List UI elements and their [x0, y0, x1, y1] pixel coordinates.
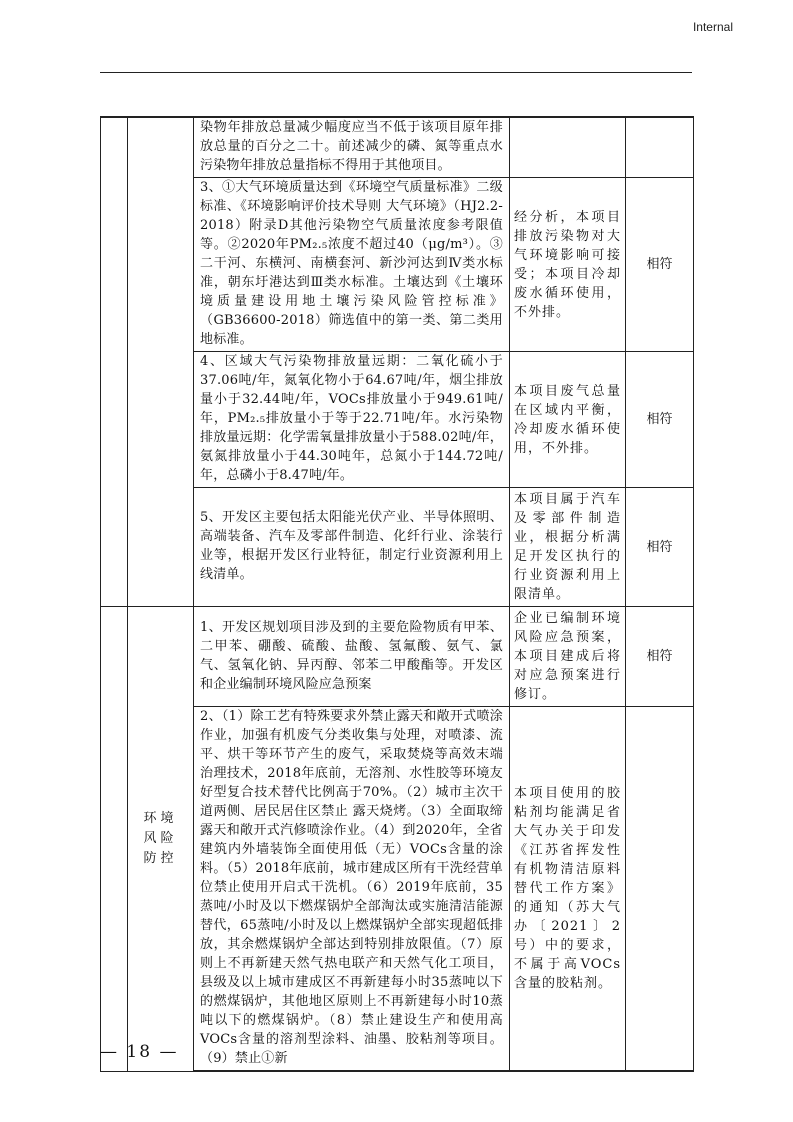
table-row — [101, 607, 694, 707]
result-cell — [626, 117, 694, 178]
table-row — [101, 117, 694, 178]
analysis-cell: 企业已编制环境风险应急预案，本项目建成后将对应急预案进行修订。 — [510, 607, 626, 707]
header-label: Internal — [692, 20, 733, 34]
requirement-cell: 5、开发区主要包括太阳能光伏产业、半导体照明、高端装备、汽车及零部件制造、化纤行业、涂装行业等，根据开发区行业特征，制定行业资源利用上线清单。 — [194, 488, 510, 607]
requirement-cell: 4、区域大气污染物排放量远期：二氧化硫小于37.06吨/年，氮氧化物小于64.67吨/年，烟尘排放量小于32.44吨/年，VOCs排放量小于949.61吨/年，PM₂.₅排放量小于等于22.71吨/年。水污染物排放量远期：化学需氧量排放量小于588.02吨/年，氨氮排放量小于44.30吨年，总氮小于144.72吨/年，总磷小于8.47吨/年。 — [194, 352, 510, 488]
requirement-cell: 1、开发区规划项目涉及到的主要危险物质有甲苯、二甲苯、硼酸、硫酸、盐酸、氢氟酸、氨气、氯气、氢氧化钠、异丙醇、邻苯二甲酸酯等。开发区和企业编制环境风险应急预案 — [194, 607, 510, 707]
analysis-cell — [510, 117, 626, 178]
analysis-cell: 经分析，本项目排放污染物对大气环境影响可接受；本项目冷却废水循环使用，不外排。 — [510, 178, 626, 352]
category-cell — [128, 117, 194, 607]
outer-category-cell — [101, 607, 128, 1072]
result-cell: 相符 — [626, 607, 694, 707]
analysis-cell: 本项目使用的胶粘剂均能满足省大气办关于印发《江苏省挥发性有机物清洁原料替代工作方案》的通知（苏大气办〔2021〕2号）中的要求，不属于高VOCs含量的胶粘剂。 — [510, 707, 626, 1072]
page-number: — 18 — — [100, 1042, 179, 1062]
analysis-cell: 本项目废气总量在区域内平衡，冷却废水循环使用，不外排。 — [510, 352, 626, 488]
compliance-table — [100, 116, 694, 1072]
analysis-cell: 本项目属于汽车及零部件制造业，根据分析满足开发区执行的行业资源利用上限清单。 — [510, 488, 626, 607]
requirement-cell: 3、①大气环境质量达到《环境空气质量标准》二级标准、《环境影响评价技术导则 大气环境》（HJ2.2-2018）附录D其他污染物空气质量浓度参考限值等。②2020年PM₂.₅浓度不超过40（μg/m³）。③二干河、东横河、南横套河、新沙河达到Ⅳ类水标准，朝东圩港达到Ⅲ类水标准。土壤达到《土壤环境质量建设用地土壤污染风险管控标准》（GB36600-2018）筛选值中的第一类、第二类用地标准。 — [194, 178, 510, 352]
outer-category-cell — [101, 117, 128, 607]
result-cell: 相符 — [626, 178, 694, 352]
header-divider — [100, 72, 692, 73]
requirement-cell: 染物年排放总量减少幅度应当不低于该项目原年排放总量的百分之二十。前述减少的磷、氮等重点水污染物年排放总量指标不得用于其他项目。 — [194, 117, 510, 178]
category-cell: 环境风险防控 — [128, 607, 194, 1072]
result-cell — [626, 707, 694, 1072]
result-cell: 相符 — [626, 488, 694, 607]
result-cell: 相符 — [626, 352, 694, 488]
requirement-cell: 2、（1）除工艺有特殊要求外禁止露天和敞开式喷涂作业，加强有机废气分类收集与处理，对喷漆、流平、烘干等环节产生的废气，采取焚烧等高效末端治理技术，2018年底前，无溶剂、水性胶等环境友好型复合技术替代比例高于70%。（2）城市主次干道两侧、居民居住区禁止 露天烧烤。（3）全面取缔露天和敞开式汽修喷涂作业。（4）到2020年，全省建筑内外墙装饰全面使用低（无）VOCs含量的涂料。（5）2018年底前，城市建成区所有干洗经营单位禁止使用开启式干洗机。（6）2019年底前，35蒸吨/小时及以下燃煤锅炉全部淘汰或实施清洁能源替代，65蒸吨/小时及以上燃煤锅炉全部实现超低排放，其余燃煤锅炉全部达到特别排放限值。（7）原则上不再新建天然气热电联产和天然气化工项目，县级及以上城市建成区不再新建每小时35蒸吨以下的燃煤锅炉，其他地区原则上不再新建每小时10蒸吨以下的燃煤锅炉。（8）禁止建设生产和使用高VOCs含量的溶剂型涂料、油墨、胶粘剂等项目。（9）禁止①新 — [194, 707, 510, 1072]
